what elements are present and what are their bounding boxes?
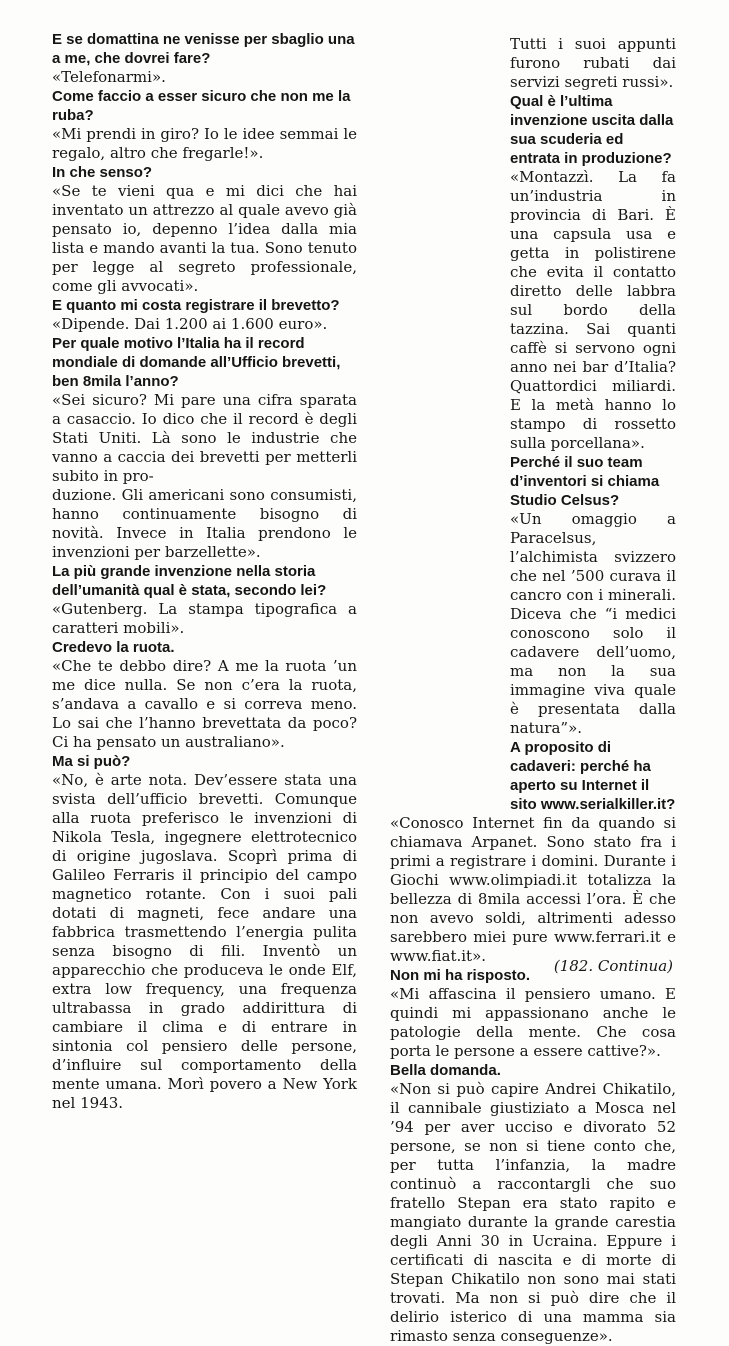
answer: «Mi prendi in giro? Io le idee semmai le regalo, altro che fregarle!». [52,125,357,162]
question: Per quale motivo l’Italia ha il record mondiale di domande all’Ufficio brevetti, ben 8mila l’anno? [52,335,341,390]
question: E quanto mi costa registrare il brevetto? [52,297,340,314]
question: Come faccio a esser sicuro che non me la ruba? [52,88,351,124]
answer: «Dipende. Dai 1.200 ai 1.600 euro». [52,315,328,333]
answer: «Non si può capire Andrei Chikatilo, il cannibale giustiziato a Mosca nel ’94 per aver ucciso e divorato 52 persone, se non si tiene conto che, per tutta l’infanzia, la madre continuò a raccontargli che suo fratello Stepan era stato rapito e mangiato durante la grande carestia degli Anni 30 in Ucraina. Eppure i certificati di nascita e di morte di Stepan Chikatilo non sono mai stati trovati. Ma non si può dire che il delirio isterico di una mamma sia rimasto senza conseguenze». [390,1080,676,1345]
answer-continued: duzione. Gli americani sono consumisti, hanno continuamente bisogno di novità. Invece in Italia prendono le invenzioni per barzellette». [52,486,357,561]
question: In che senso? [52,164,153,181]
answer: «Se te vieni qua e mi dici che hai inventato un attrezzo al quale avevo già pensato io, depenno l’idea dalla mia lista e mando avanti la tua. Sono tenuto per legge al segreto professionale, come gli avvocati». [52,182,357,295]
answer: «Un omaggio a Paracelsus, l’alchimista svizzero che nel ’500 curava il cancro con i minerali. Diceva che “i medici conoscono solo il cadavere dell’uomo, ma non la sua immagine viva quale è presentata dalla natura”». [510,510,676,737]
question: Credevo la ruota. [52,639,175,656]
answer-continued: Tutti i suoi appunti furono rubati dai servizi segreti russi». [510,35,676,91]
question: Non mi ha risposto. [390,967,531,984]
question: Qual è l’ultima invenzione uscita dalla sua scuderia ed entrata in produzione? [510,93,674,167]
answer: «Montazzì. La fa un’industria in provincia di Bari. È una capsula usa e getta in polistirene che evita il contatto diretto delle labbra sul bordo della tazzina. Sai quanti caffè si servono ogni anno nei bar d’Italia? Quattordici miliardi. E la metà hanno lo stampo di rossetto sulla porcellana». [510,168,676,452]
continuation-note: (182. Continua) [553,957,673,975]
answer: «Che te debbo dire? A me la ruota ’un me dice nulla. Se non c’era la ruota, s’andava a cavallo e si correva meno. Lo sai che l’hanno brevettata da poco? Ci ha pensato un australiano». [52,657,357,751]
answer: «No, è arte nota. Dev’essere stata una svista dell’ufficio brevetti. Comunque alla ruota preferisco le invenzioni di Nikola Tesla, ingegnere elettrotecnico di origine jugoslava. Scoprì prima di Galileo Ferraris il principio del campo magnetico rotante. Con i suoi pali dotati di magneti, fece andare una fabbrica trasmettendo l’energia pulita senza bisogno di fili. Inventò un apparecchio che produceva le onde Elf, extra low frequency, una frequenza ultrabassa in grado addirittura di cambiare il clima e di entrare in sintonia col pensiero delle persone, d’influire sul comportamento della mente umana. Morì povero a New York nel 1943. [52,771,357,1112]
left-column [52,30,357,1113]
answer: «Gutenberg. La stampa tipografica a caratteri mobili». [52,600,357,637]
question: Bella domanda. [390,1062,501,1079]
answer: «Sei sicuro? Mi pare una cifra sparata a casaccio. Io dico che il record è degli Stati Uniti. Là sono le industrie che vanno a caccia dei brevetti per metterli subito in pro- [52,391,357,485]
question: Ma si può? [52,753,131,770]
answer: «Mi affascina il pensiero umano. E quindi mi appassionano anche le patologie della mente. Che cosa porta le persone a essere cattive?». [390,985,676,1060]
question: La più grande invenzione nella storia dell’umanità qual è stata, secondo lei? [52,563,327,599]
question: E se domattina ne venisse per sbaglio una a me, che dovrei fare? [52,31,355,67]
answer: «Telefonarmi». [52,68,166,86]
right-column [390,35,676,1346]
question: Perché il suo team d’inventori si chiama Studio Celsus? [510,454,660,509]
question: A proposito di cadaveri: perché ha aperto su Internet il sito www.serialkiller.it? [510,739,676,813]
answer: «Conosco Internet fin da quando si chiamava Arpanet. Sono stato fra i primi a registrare i domini. Durante i Giochi www.olimpiadi.it totalizza la bellezza di 8mila accessi l’ora. È che non avevo soldi, altrimenti adesso sarebbero miei pure www.ferrari.it e www.fiat.it». [390,814,676,965]
